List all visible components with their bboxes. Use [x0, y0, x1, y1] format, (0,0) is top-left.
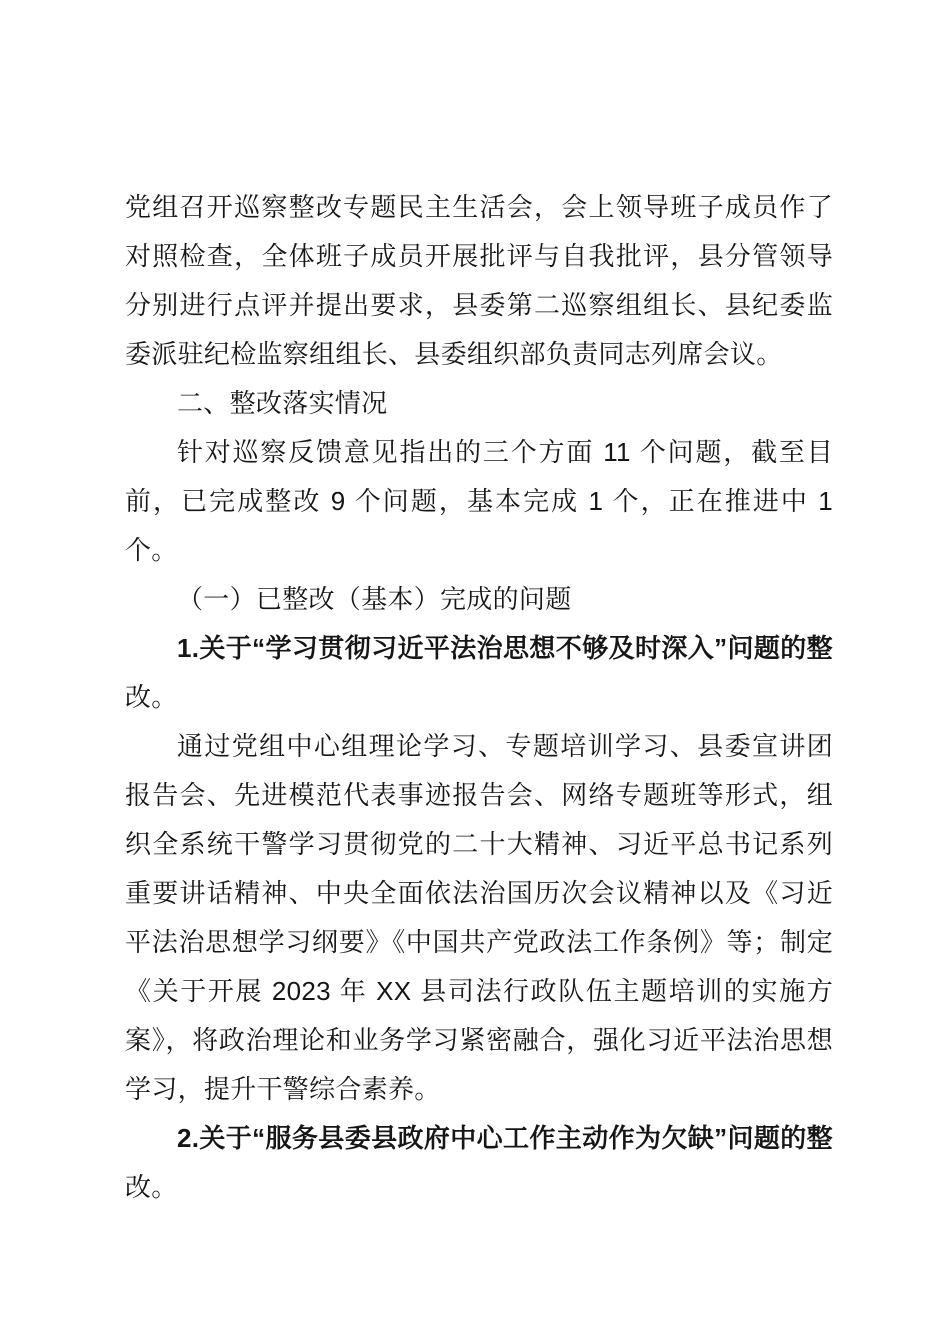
section-heading-text: 二、整改落实情况: [177, 388, 388, 418]
item-2-heading: [125, 1114, 833, 1212]
subsection-heading-text: （一）已整改（基本）完成的问题: [177, 584, 572, 614]
paragraph-meeting-continuation: [125, 183, 833, 379]
item-1-heading-regular-text: 改。: [125, 682, 178, 712]
paragraph-text: 通过党组中心组理论学习、专题培训学习、县委宣讲团报告会、先进模范代表事迹报告会、网络专题班等形式，组织全系统干警学习贯彻党的二十大精神、习近平总书记系列重要讲话精神、中央全面依法治国历次会议精神以及《习近平法治思想学习纲要》《中国共产党政法工作条例》等；制定《关于开展 2023 年 XX 县司法行政队伍主题培训的实施方案》，将政治理论和业务学习紧密融合，强化习近平法治思想学习，提升干警综合素养。: [125, 731, 833, 1104]
document-body: [125, 183, 833, 1212]
item-1-heading-bold-text: 1.关于“学习贯彻习近平法治思想不够及时深入”问题的整: [177, 633, 833, 663]
paragraph-text: 针对巡察反馈意见指出的三个方面 11 个问题，截至目前，已完成整改 9 个问题，基本完成 1 个，正在推进中 1 个。: [125, 437, 833, 565]
paragraph-progress-summary: [125, 428, 833, 575]
subsection-heading-completed-issues: [125, 575, 833, 624]
paragraph-item-1-measures: [125, 722, 833, 1114]
section-heading-rectification-status: [125, 379, 833, 428]
paragraph-text: 党组召开巡察整改专题民主生活会，会上领导班子成员作了对照检查，全体班子成员开展批评与自我批评，县分管领导分别进行点评并提出要求，县委第二巡察组组长、县纪委监委派驻纪检监察组组长、县委组织部负责同志列席会议。: [125, 192, 833, 369]
item-2-heading-bold-text: 2.关于“服务县委县政府中心工作主动作为欠缺”问题的整: [177, 1123, 833, 1153]
item-2-heading-regular-text: 改。: [125, 1172, 178, 1202]
item-1-heading: [125, 624, 833, 722]
